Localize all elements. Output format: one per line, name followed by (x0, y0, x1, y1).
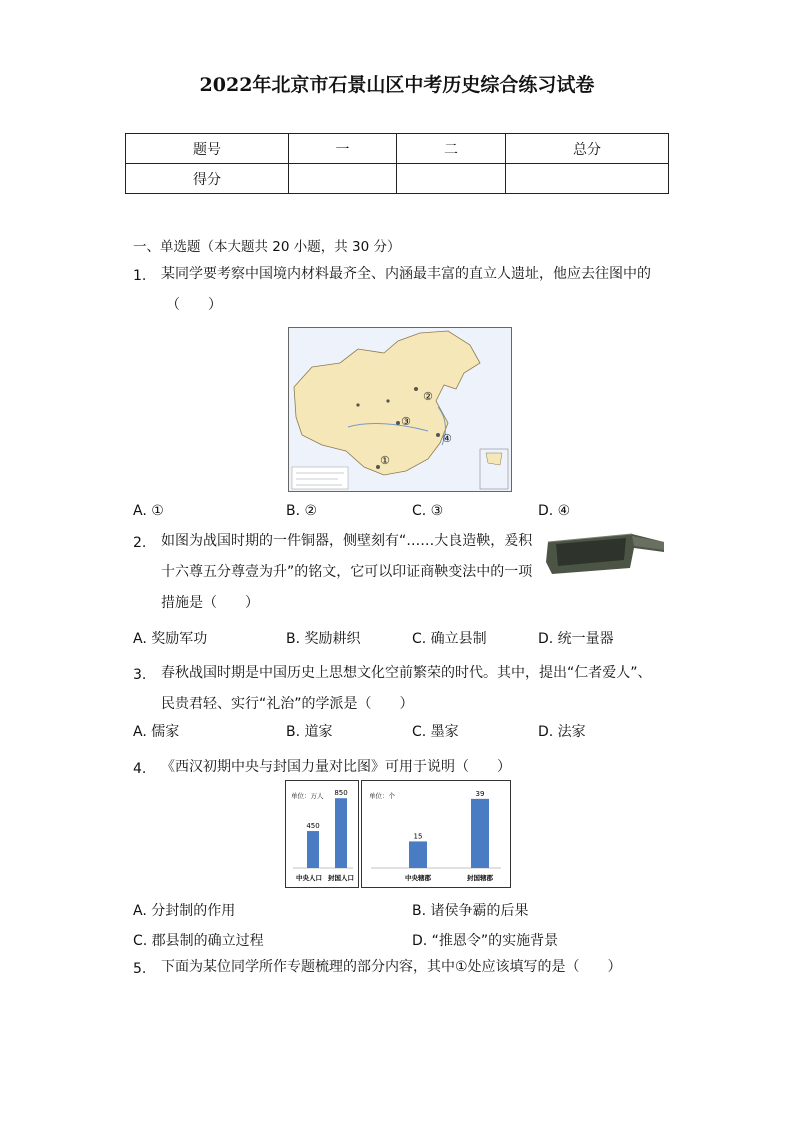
question-line: 某同学要考察中国境内材料最齐全、内涵最丰富的直立人遗址，他应去往图中的 (161, 266, 651, 282)
bronze-measure-image (542, 528, 668, 578)
population-bar-chart (285, 780, 359, 888)
question-stem (161, 526, 532, 619)
map-dot (436, 433, 440, 437)
score-label-cell: 得分 (126, 164, 289, 194)
q2-option-a[interactable]: A. 奖励军功 (133, 631, 208, 647)
question-line: 《西汉初期中央与封国力量对比图》可用于说明（ ） (161, 759, 511, 775)
value-label: 39 (475, 789, 485, 798)
map-legend (292, 467, 348, 489)
value-label: 15 (413, 832, 423, 841)
map-marker-4: ④ (442, 432, 452, 445)
map-dot (414, 387, 418, 391)
question-number: 2. (133, 535, 147, 551)
category-label: 封国辖郡 (467, 874, 493, 882)
value-label: 850 (334, 789, 348, 798)
q3-option-c[interactable]: C. 墨家 (412, 724, 459, 740)
score-header-cell: 一 (289, 134, 397, 164)
map-dot (386, 399, 389, 402)
question-line: 如图为战国时期的一件铜器，侧壁刻有“……大良造鞅，爰积 (161, 533, 533, 549)
exam-title: 2022年北京市石景山区中考历史综合练习试卷 (199, 74, 595, 96)
inset-land (486, 453, 502, 465)
bar-central-population (307, 831, 319, 868)
question-line: 民贵君轻、实行“礼治”的学派是（ ） (161, 696, 414, 712)
question-line: 下面为某位同学所作专题梳理的部分内容，其中①处应该填写的是（ ） (161, 959, 622, 975)
q2-option-b[interactable]: B. 奖励耕织 (286, 631, 361, 647)
bar-central-commanderies (409, 841, 427, 868)
question-stem (161, 752, 511, 783)
q1-option-c[interactable]: C. ③ (412, 503, 444, 519)
question-stem (161, 658, 652, 720)
question-number: 5. (133, 961, 147, 977)
map-dot (356, 403, 359, 406)
map-dot (396, 421, 400, 425)
category-label: 中央辖郡 (405, 874, 431, 882)
q3-option-d[interactable]: D. 法家 (538, 724, 586, 740)
score-table-header-row (126, 134, 669, 164)
q2-option-c[interactable]: C. 确立县制 (412, 631, 487, 647)
question-stem (161, 259, 651, 321)
score-table (125, 133, 669, 194)
chart-unit: 单位：万人 (291, 792, 324, 800)
section-heading: 一、单选题（本大题共 20 小题，共 30 分） (133, 239, 401, 255)
question-number: 1. (133, 268, 147, 284)
q1-option-d[interactable]: D. ④ (538, 503, 571, 519)
score-input-cell[interactable] (506, 164, 669, 194)
q4-option-a[interactable]: A. 分封制的作用 (133, 903, 236, 919)
question-line: 措施是（ ） (161, 595, 259, 611)
commandery-bar-chart (361, 780, 511, 888)
q3-option-b[interactable]: B. 道家 (286, 724, 333, 740)
q1-option-b[interactable]: B. ② (286, 503, 318, 519)
bar-vassal-commanderies (471, 799, 489, 868)
q4-option-c[interactable]: C. 郡县制的确立过程 (133, 933, 264, 949)
question-line: 春秋战国时期是中国历史上思想文化空前繁荣的时代。其中，提出“仁者爱人”、 (161, 665, 652, 681)
score-header-cell: 题号 (126, 134, 289, 164)
question-line: 十六尊五分尊壹为升”的铭文，它可以印证商鞅变法中的一项 (161, 564, 533, 580)
bar-vassal-population (335, 798, 347, 868)
q3-option-a[interactable]: A. 儒家 (133, 724, 180, 740)
map-marker-3: ③ (401, 415, 411, 428)
score-input-cell[interactable] (289, 164, 397, 194)
question-number: 3. (133, 667, 147, 683)
category-label: 中央人口 (296, 874, 322, 882)
chart-unit: 单位：个 (369, 792, 395, 800)
china-map-figure (288, 327, 512, 492)
value-label: 450 (306, 822, 320, 831)
score-input-cell[interactable] (397, 164, 506, 194)
question-stem (161, 952, 622, 983)
map-marker-1: ① (380, 454, 390, 467)
q1-option-a[interactable]: A. ① (133, 503, 164, 519)
q2-option-d[interactable]: D. 统一量器 (538, 631, 614, 647)
question-number: 4. (133, 761, 147, 777)
score-header-cell: 二 (397, 134, 506, 164)
category-label: 封国人口 (328, 874, 354, 882)
score-table-score-row (126, 164, 669, 194)
map-marker-2: ② (423, 390, 433, 403)
q4-option-b[interactable]: B. 诸侯争霸的后果 (412, 903, 529, 919)
q4-option-d[interactable]: D. “推恩令”的实施背景 (412, 933, 559, 949)
score-header-cell: 总分 (506, 134, 669, 164)
question-line: （ ） (166, 297, 222, 313)
